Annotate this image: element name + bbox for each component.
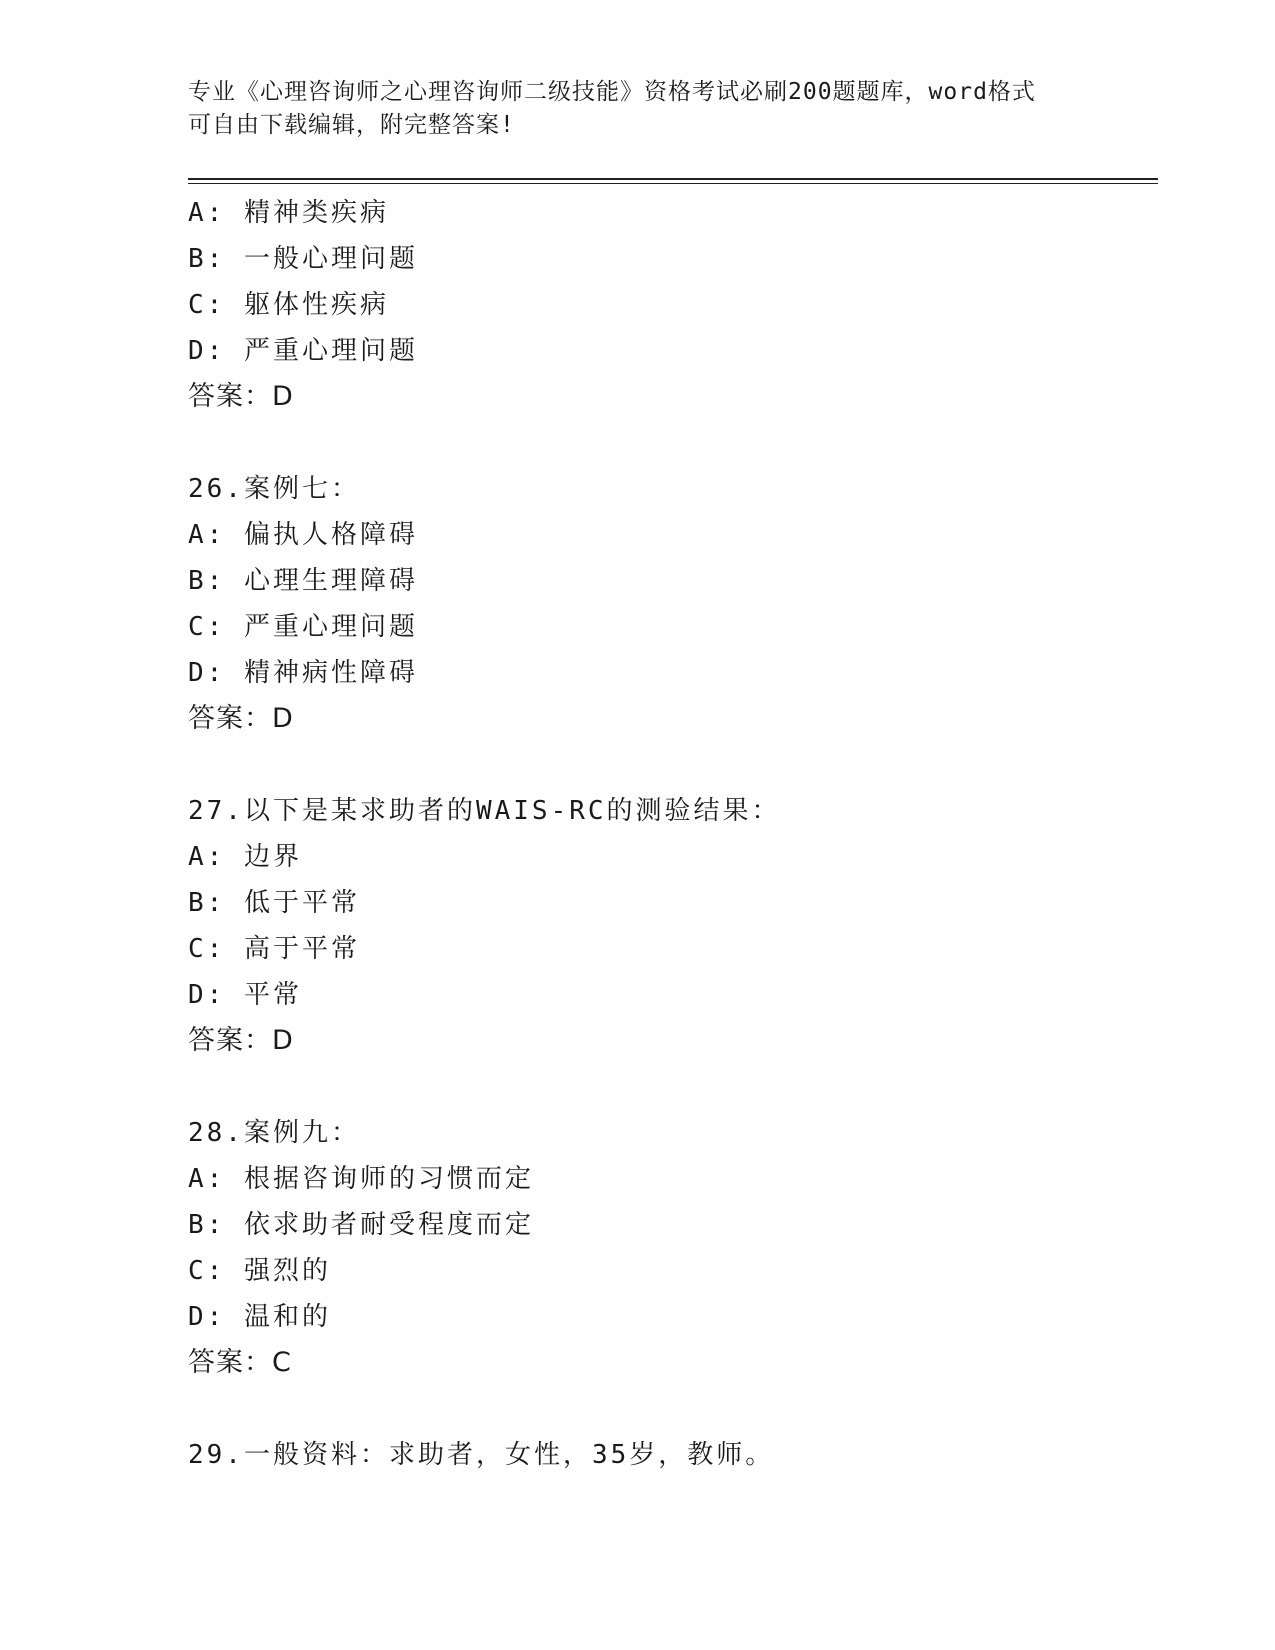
- option-b: B: 心理生理障碍: [188, 566, 418, 596]
- header-line-2: 可自由下载编辑，附完整答案!: [188, 112, 515, 138]
- question-stem: 29.一般资料：求助者，女性，35岁，教师。: [188, 1440, 775, 1470]
- option-b: B: 依求助者耐受程度而定: [188, 1210, 534, 1240]
- option-b: B: 一般心理问题: [188, 244, 418, 274]
- question-block: [188, 466, 1158, 742]
- question-block: [188, 1110, 1158, 1386]
- header-line-1: 专业《心理咨询师之心理咨询师二级技能》资格考试必刷200题题库，word格式: [188, 79, 1036, 105]
- option-d: D: 精神病性障碍: [188, 658, 418, 688]
- question-block: [188, 788, 1158, 1064]
- document-header: [188, 76, 1088, 142]
- option-b: B: 低于平常: [188, 888, 360, 918]
- header-rule-thick: [188, 178, 1158, 180]
- option-c: C: 强烈的: [188, 1256, 331, 1286]
- question-list: [188, 190, 1158, 1478]
- question-stem: 27.以下是某求助者的WAIS-RC的测验结果：: [188, 796, 781, 826]
- answer-label: 答案：C: [188, 1347, 292, 1378]
- option-a: A: 边界: [188, 842, 302, 872]
- option-d: D: 平常: [188, 980, 302, 1010]
- question-stem: 28.案例九：: [188, 1118, 360, 1148]
- answer-label: 答案：D: [188, 1025, 294, 1056]
- option-a: A: 偏执人格障碍: [188, 520, 418, 550]
- option-c: C: 高于平常: [188, 934, 360, 964]
- option-a: A: 精神类疾病: [188, 198, 389, 228]
- question-block: [188, 1432, 1158, 1478]
- option-a: A: 根据咨询师的习惯而定: [188, 1164, 534, 1194]
- option-c: C: 严重心理问题: [188, 612, 418, 642]
- question-stem: 26.案例七：: [188, 474, 360, 504]
- question-block: [188, 190, 1158, 420]
- option-d: D: 严重心理问题: [188, 336, 418, 366]
- option-d: D: 温和的: [188, 1302, 331, 1332]
- answer-label: 答案：D: [188, 703, 294, 734]
- option-c: C: 躯体性疾病: [188, 290, 389, 320]
- answer-label: 答案：D: [188, 381, 294, 412]
- header-rule-thin: [188, 183, 1158, 184]
